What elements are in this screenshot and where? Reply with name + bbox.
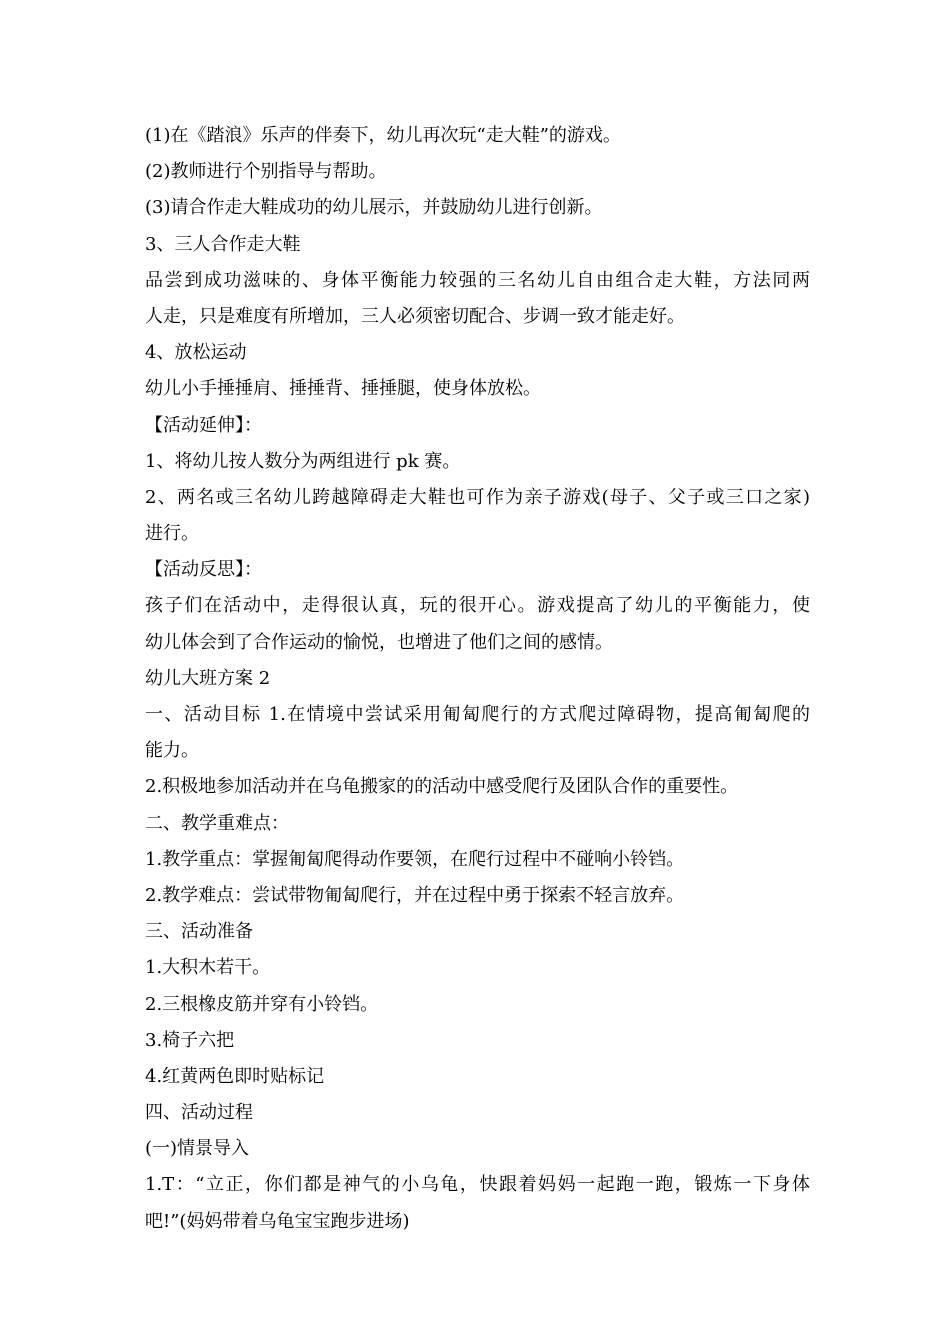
text-line: 1.T：“立正，你们都是神气的小乌龟，快跟着妈妈一起跑一跑，锻炼一下身体	[145, 1174, 810, 1196]
text-line: 一、活动目标 1.在情境中尝试采用匍匐爬行的方式爬过障碍物，提高匍匐爬的	[145, 704, 810, 725]
text-line: 幼儿体会到了合作运动的愉悦，也增进了他们之间的感情。	[145, 631, 613, 653]
text-line: 1、将幼儿按人数分为两组进行 pk 赛。	[145, 450, 461, 472]
text-line: (1)在《踏浪》乐声的伴奏下，幼儿再次玩“走大鞋”的游戏。	[145, 125, 621, 146]
text-line: 吧!”(妈妈带着乌龟宝宝跑步进场)	[145, 1210, 410, 1232]
text-line: 进行。	[145, 523, 199, 545]
text-line: 2.积极地参加活动并在乌龟搬家的的活动中感受爬行及团队合作的重要性。	[145, 776, 739, 798]
text-line: 4.红黄两色即时贴标记	[145, 1065, 325, 1087]
text-line: (2)教师进行个别指导与帮助。	[145, 161, 387, 183]
text-line: 幼儿小手捶捶肩、捶捶背、捶捶腿，使身体放松。	[145, 378, 541, 400]
text-line: 【活动延伸】：	[145, 414, 262, 436]
text-line: 三、活动准备	[145, 921, 253, 943]
text-line: 幼儿大班方案 2	[145, 667, 271, 689]
text-line: 四、活动过程	[145, 1102, 253, 1124]
text-line: 3.椅子六把	[145, 1029, 235, 1051]
text-line: 孩子们在活动中，走得很认真，玩的很开心。游戏提高了幼儿的平衡能力，使	[145, 595, 810, 617]
text-line: 二、教学重难点：	[145, 812, 289, 834]
text-line: 2.教学难点：尝试带物匍匐爬行，并在过程中勇于探索不轻言放弃。	[145, 884, 685, 906]
text-line: 2、两名或三名幼儿跨越障碍走大鞋也可作为亲子游戏(母子、父子或三口之家)	[145, 486, 810, 508]
text-line: 品尝到成功滋味的、身体平衡能力较强的三名幼儿自由组合走大鞋，方法同两	[145, 269, 810, 291]
text-line: (3)请合作走大鞋成功的幼儿展示，并鼓励幼儿进行创新。	[145, 197, 603, 219]
text-line: 2.三根橡皮筋并穿有小铃铛。	[145, 993, 379, 1015]
text-line: (一)情景导入	[145, 1138, 250, 1160]
text-line: 3、三人合作走大鞋	[145, 233, 301, 255]
document-body	[145, 118, 810, 1240]
text-line: 人走，只是难度有所增加，三人必须密切配合、步调一致才能走好。	[145, 305, 685, 327]
text-line: 1.教学重点：掌握匍匐爬得动作要领，在爬行过程中不碰响小铃铛。	[145, 848, 685, 870]
text-line: 4、放松运动	[145, 342, 247, 364]
text-line: 能力。	[145, 740, 199, 762]
text-line: 1.大积木若干。	[145, 957, 271, 979]
text-line: 【活动反思】：	[145, 559, 262, 581]
